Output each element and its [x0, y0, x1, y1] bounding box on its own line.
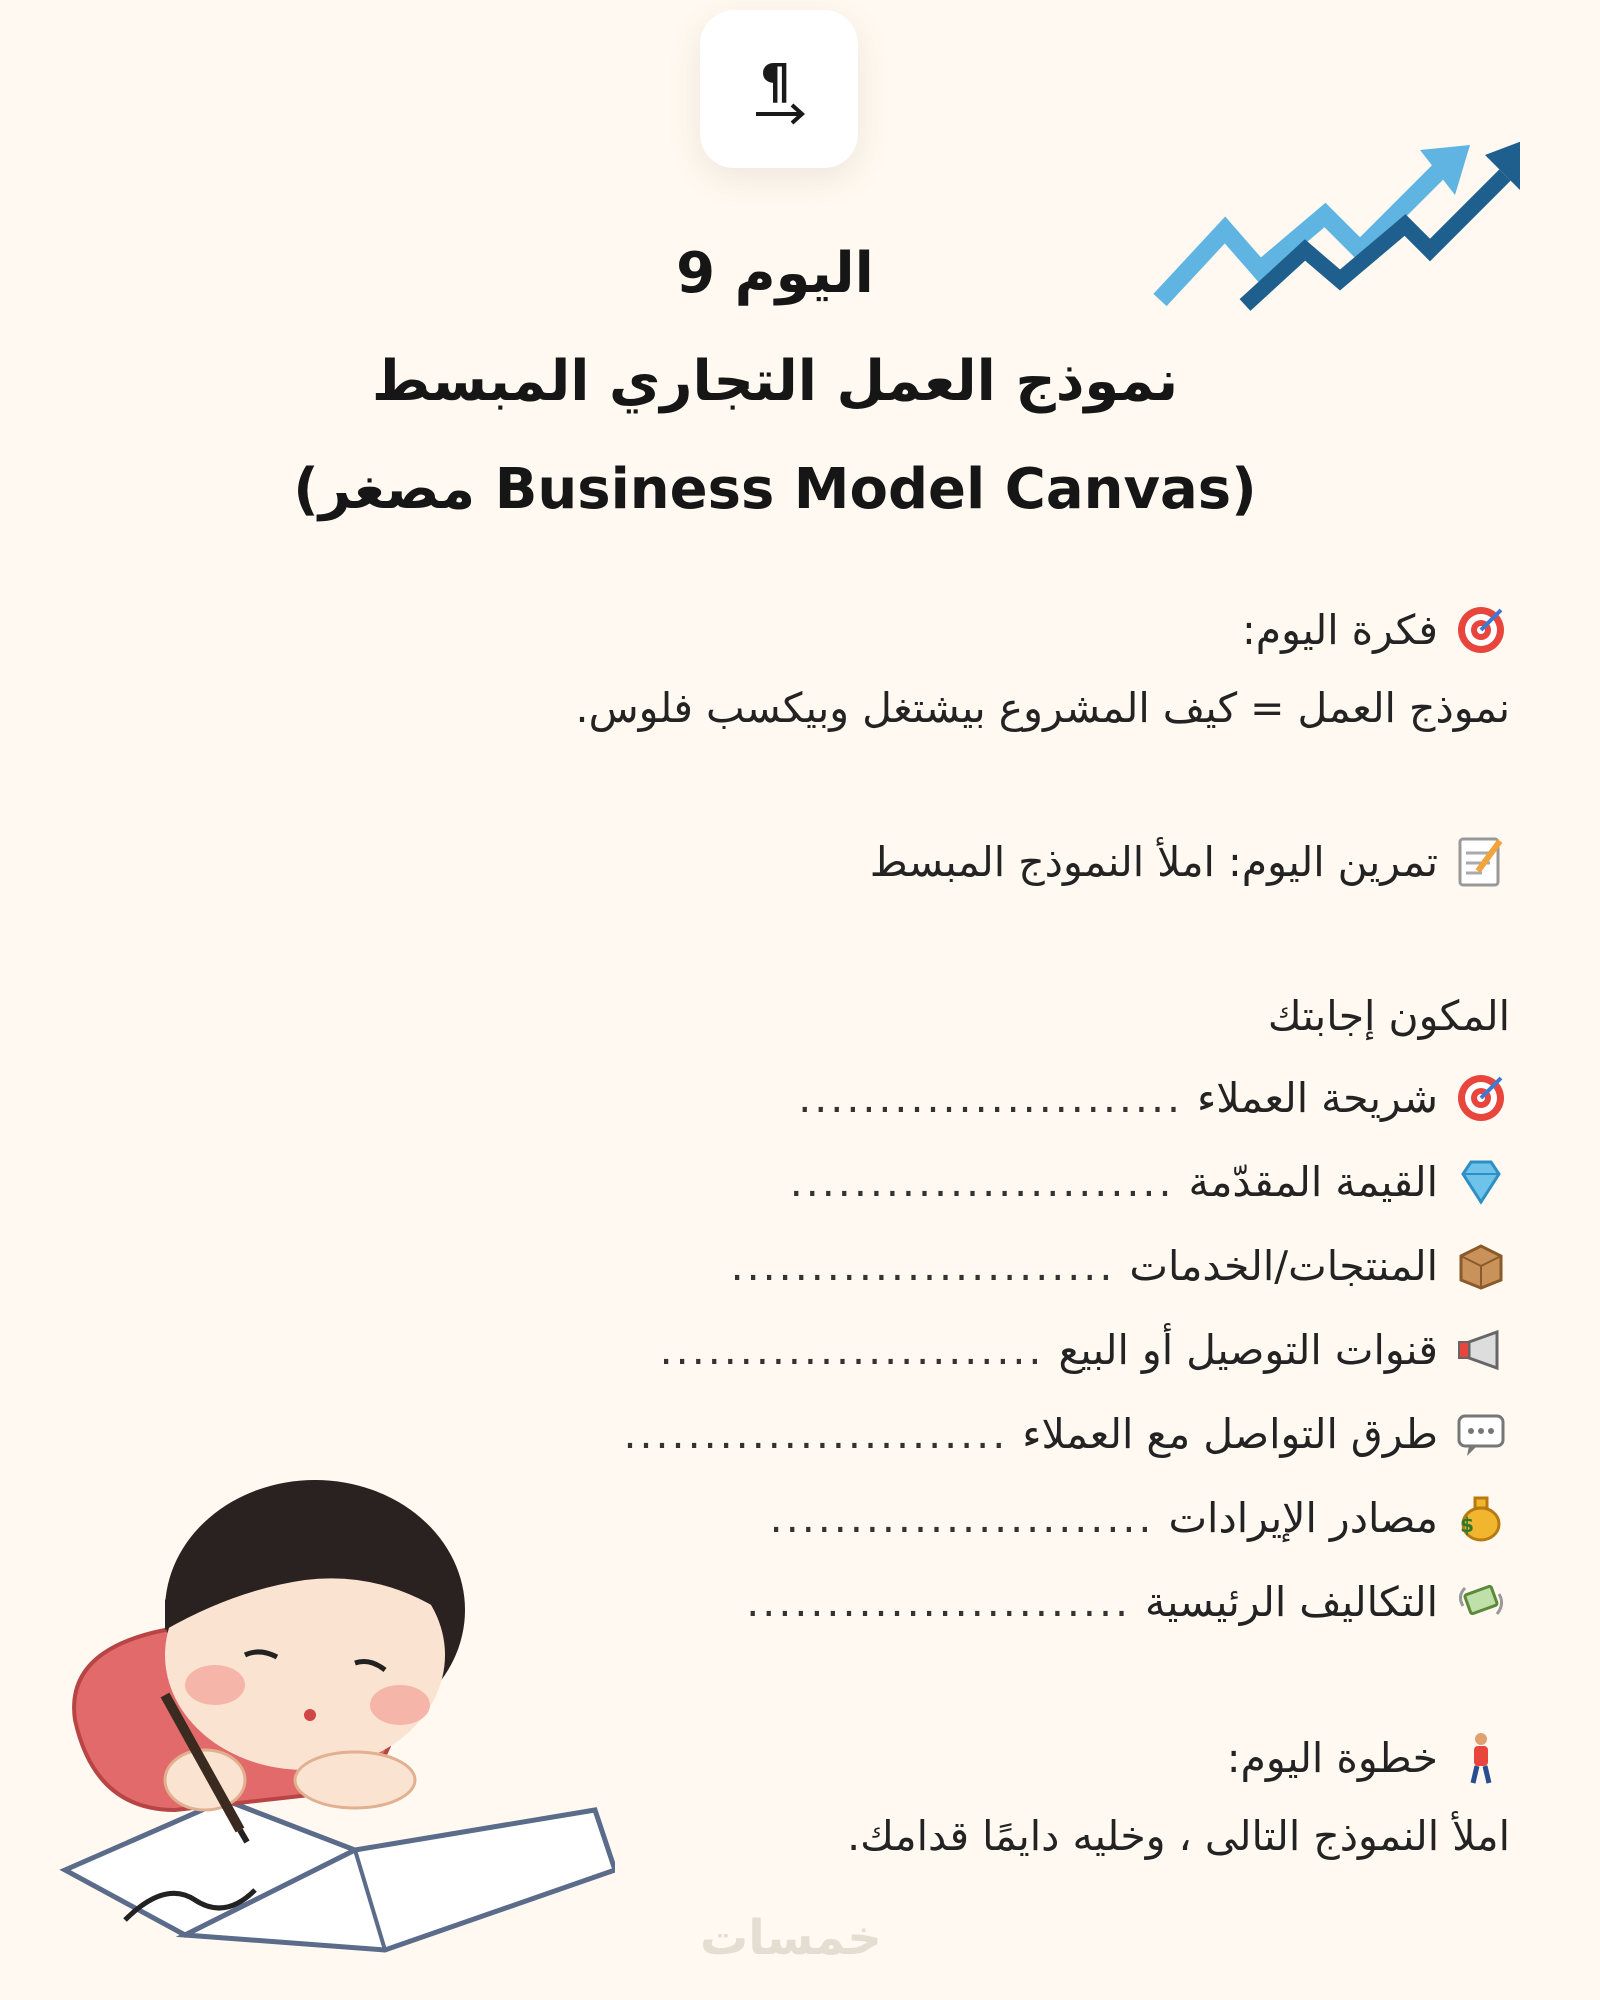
answer-blank: ........................: [798, 1074, 1184, 1122]
idea-heading: فكرة اليوم:: [1241, 606, 1438, 654]
answer-blank: ........................: [659, 1326, 1045, 1374]
answer-blank: ........................: [789, 1158, 1175, 1206]
step-text: املأ النموذج التالى ، وخليه دايمًا قدامك.: [847, 1812, 1510, 1860]
person-walking-icon: [1452, 1729, 1510, 1787]
exercise-line: [410, 832, 1510, 892]
component-row: [410, 1068, 1510, 1128]
table-header-line: [410, 986, 1510, 1046]
component-label: طرق التواصل مع العملاء: [1022, 1410, 1438, 1458]
component-row: [410, 1320, 1510, 1380]
money-bag-icon: [1452, 1489, 1510, 1547]
idea-text: نموذج العمل = كيف المشروع بيشتغل وبيكسب فلوس.: [575, 684, 1510, 732]
component-label: قنوات التوصيل أو البيع: [1058, 1326, 1438, 1374]
main-title: نموذج العمل التجاري المبسط: [371, 349, 1179, 414]
idea-heading-line: [410, 600, 1510, 660]
money-wings-icon: [1452, 1573, 1510, 1631]
paragraph-rtl-icon: [734, 44, 824, 134]
component-label: القيمة المقدّمة: [1188, 1158, 1438, 1206]
gem-icon: [1452, 1153, 1510, 1211]
component-row: [410, 1236, 1510, 1296]
megaphone-icon: [1452, 1321, 1510, 1379]
title-block: [200, 220, 1350, 544]
target-icon: [1452, 1069, 1510, 1127]
subtitle: (Business Model Canvas مصغر): [293, 457, 1257, 522]
memo-icon: [1452, 833, 1510, 891]
component-label: المنتجات/الخدمات: [1129, 1242, 1438, 1290]
answer-blank: ........................: [746, 1578, 1132, 1626]
package-icon: [1452, 1237, 1510, 1295]
answer-blank: ........................: [730, 1242, 1116, 1290]
svg-text:$: $: [1460, 1513, 1474, 1537]
target-icon: [1452, 601, 1510, 659]
exercise-text: تمرين اليوم: املأ النموذج المبسط: [869, 838, 1438, 886]
day-title: اليوم 9: [676, 241, 874, 306]
answer-blank: ........................: [769, 1494, 1155, 1542]
component-label: التكاليف الرئيسية: [1145, 1578, 1438, 1626]
studying-girl-illustration: [55, 1480, 615, 1960]
watermark: خمسات: [700, 1910, 882, 1966]
paragraph-direction-badge: [700, 10, 858, 168]
component-row: [410, 1404, 1510, 1464]
speech-bubble-icon: [1452, 1405, 1510, 1463]
idea-text-line: [410, 678, 1510, 738]
answer-blank: ........................: [623, 1410, 1009, 1458]
component-label: مصادر الإيرادات: [1168, 1494, 1438, 1542]
component-row: [410, 1152, 1510, 1212]
step-heading: خطوة اليوم:: [1226, 1734, 1438, 1782]
svg-text:¶: ¶: [760, 54, 791, 110]
table-header: المكون إجابتك: [1267, 992, 1510, 1040]
component-label: شريحة العملاء: [1197, 1074, 1438, 1122]
